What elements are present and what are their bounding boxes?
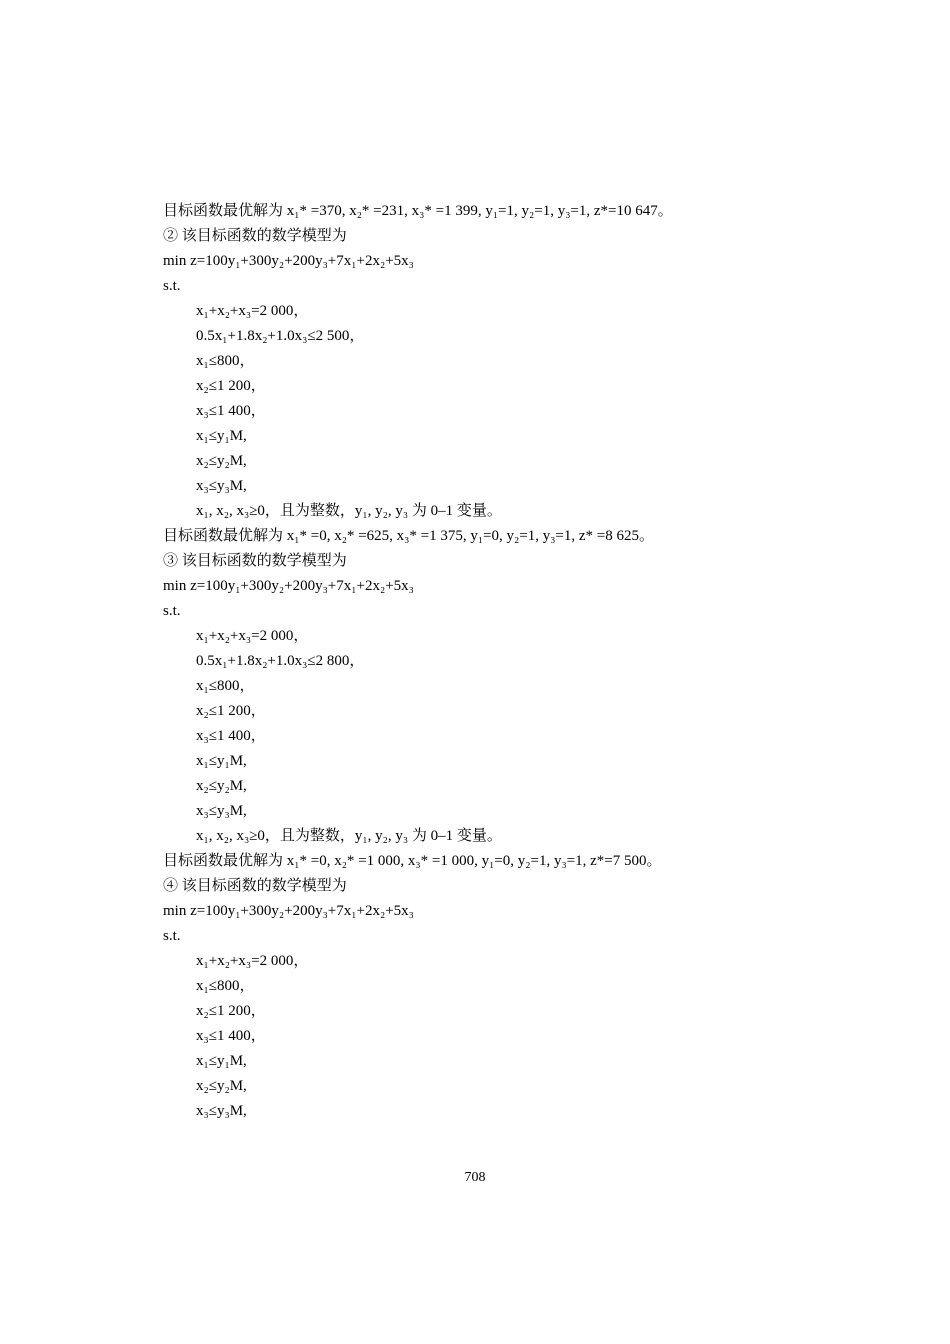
text-line: x₃≤y₃M, <box>196 478 247 494</box>
text-line: x₁≤800， <box>196 353 255 369</box>
text-line: x₃≤1 400， <box>196 403 266 419</box>
page-number: 708 <box>464 1170 486 1185</box>
text-line: x₁+x₂+x₃=2 000， <box>196 953 309 969</box>
text-line: x₁≤y₁M, <box>196 753 247 769</box>
document-body <box>163 199 903 1124</box>
text-line: x₃≤y₃M, <box>196 803 247 819</box>
text-line: x₁, x₂, x₃≥0，且为整数，y₁, y₂, y₃ 为 0–1 变量。 <box>196 503 502 519</box>
text-line: min z=100y₁+300y₂+200y₃+7x₁+2x₂+5x₃ <box>163 578 414 594</box>
text-line: min z=100y₁+300y₂+200y₃+7x₁+2x₂+5x₃ <box>163 253 414 269</box>
text-line: x₁≤y₁M, <box>196 428 247 444</box>
text-line: x₃≤1 400， <box>196 1028 266 1044</box>
text-line: x₂≤1 200， <box>196 378 266 394</box>
text-line: s.t. <box>163 928 181 944</box>
text-line: x₁≤800， <box>196 678 255 694</box>
text-line: x₂≤y₂M, <box>196 453 247 469</box>
text-line: s.t. <box>163 603 181 619</box>
text-line: ② 该目标函数的数学模型为 <box>163 228 347 244</box>
text-line: x₂≤1 200， <box>196 1003 266 1019</box>
text-line: x₃≤y₃M, <box>196 1103 247 1119</box>
text-line: x₁≤y₁M, <box>196 1053 247 1069</box>
text-line: s.t. <box>163 278 181 294</box>
text-line: x₁, x₂, x₃≥0，且为整数，y₁, y₂, y₃ 为 0–1 变量。 <box>196 828 502 844</box>
text-line: x₂≤y₂M, <box>196 778 247 794</box>
text-line: 0.5x₁+1.8x₂+1.0x₃≤2 800， <box>196 653 365 669</box>
text-line: x₁+x₂+x₃=2 000， <box>196 303 309 319</box>
text-line: 目标函数最优解为 x₁* =370, x₂* =231, x₃* =1 399, y₁=1, y₂=1, y₃=1, z*=10 647。 <box>163 203 673 219</box>
text-line: min z=100y₁+300y₂+200y₃+7x₁+2x₂+5x₃ <box>163 903 414 919</box>
text-line: 0.5x₁+1.8x₂+1.0x₃≤2 500， <box>196 328 365 344</box>
text-line: ③ 该目标函数的数学模型为 <box>163 553 347 569</box>
text-line: x₃≤1 400， <box>196 728 266 744</box>
text-line: x₁≤800， <box>196 978 255 994</box>
text-line: ④ 该目标函数的数学模型为 <box>163 878 347 894</box>
text-line: 目标函数最优解为 x₁* =0, x₂* =625, x₃* =1 375, y₁=0, y₂=1, y₃=1, z* =8 625。 <box>163 528 655 544</box>
text-line: x₂≤1 200， <box>196 703 266 719</box>
text-line: x₁+x₂+x₃=2 000， <box>196 628 309 644</box>
text-line: x₂≤y₂M, <box>196 1078 247 1094</box>
text-line: 目标函数最优解为 x₁* =0, x₂* =1 000, x₃* =1 000, y₁=0, y₂=1, y₃=1, z*=7 500。 <box>163 853 662 869</box>
